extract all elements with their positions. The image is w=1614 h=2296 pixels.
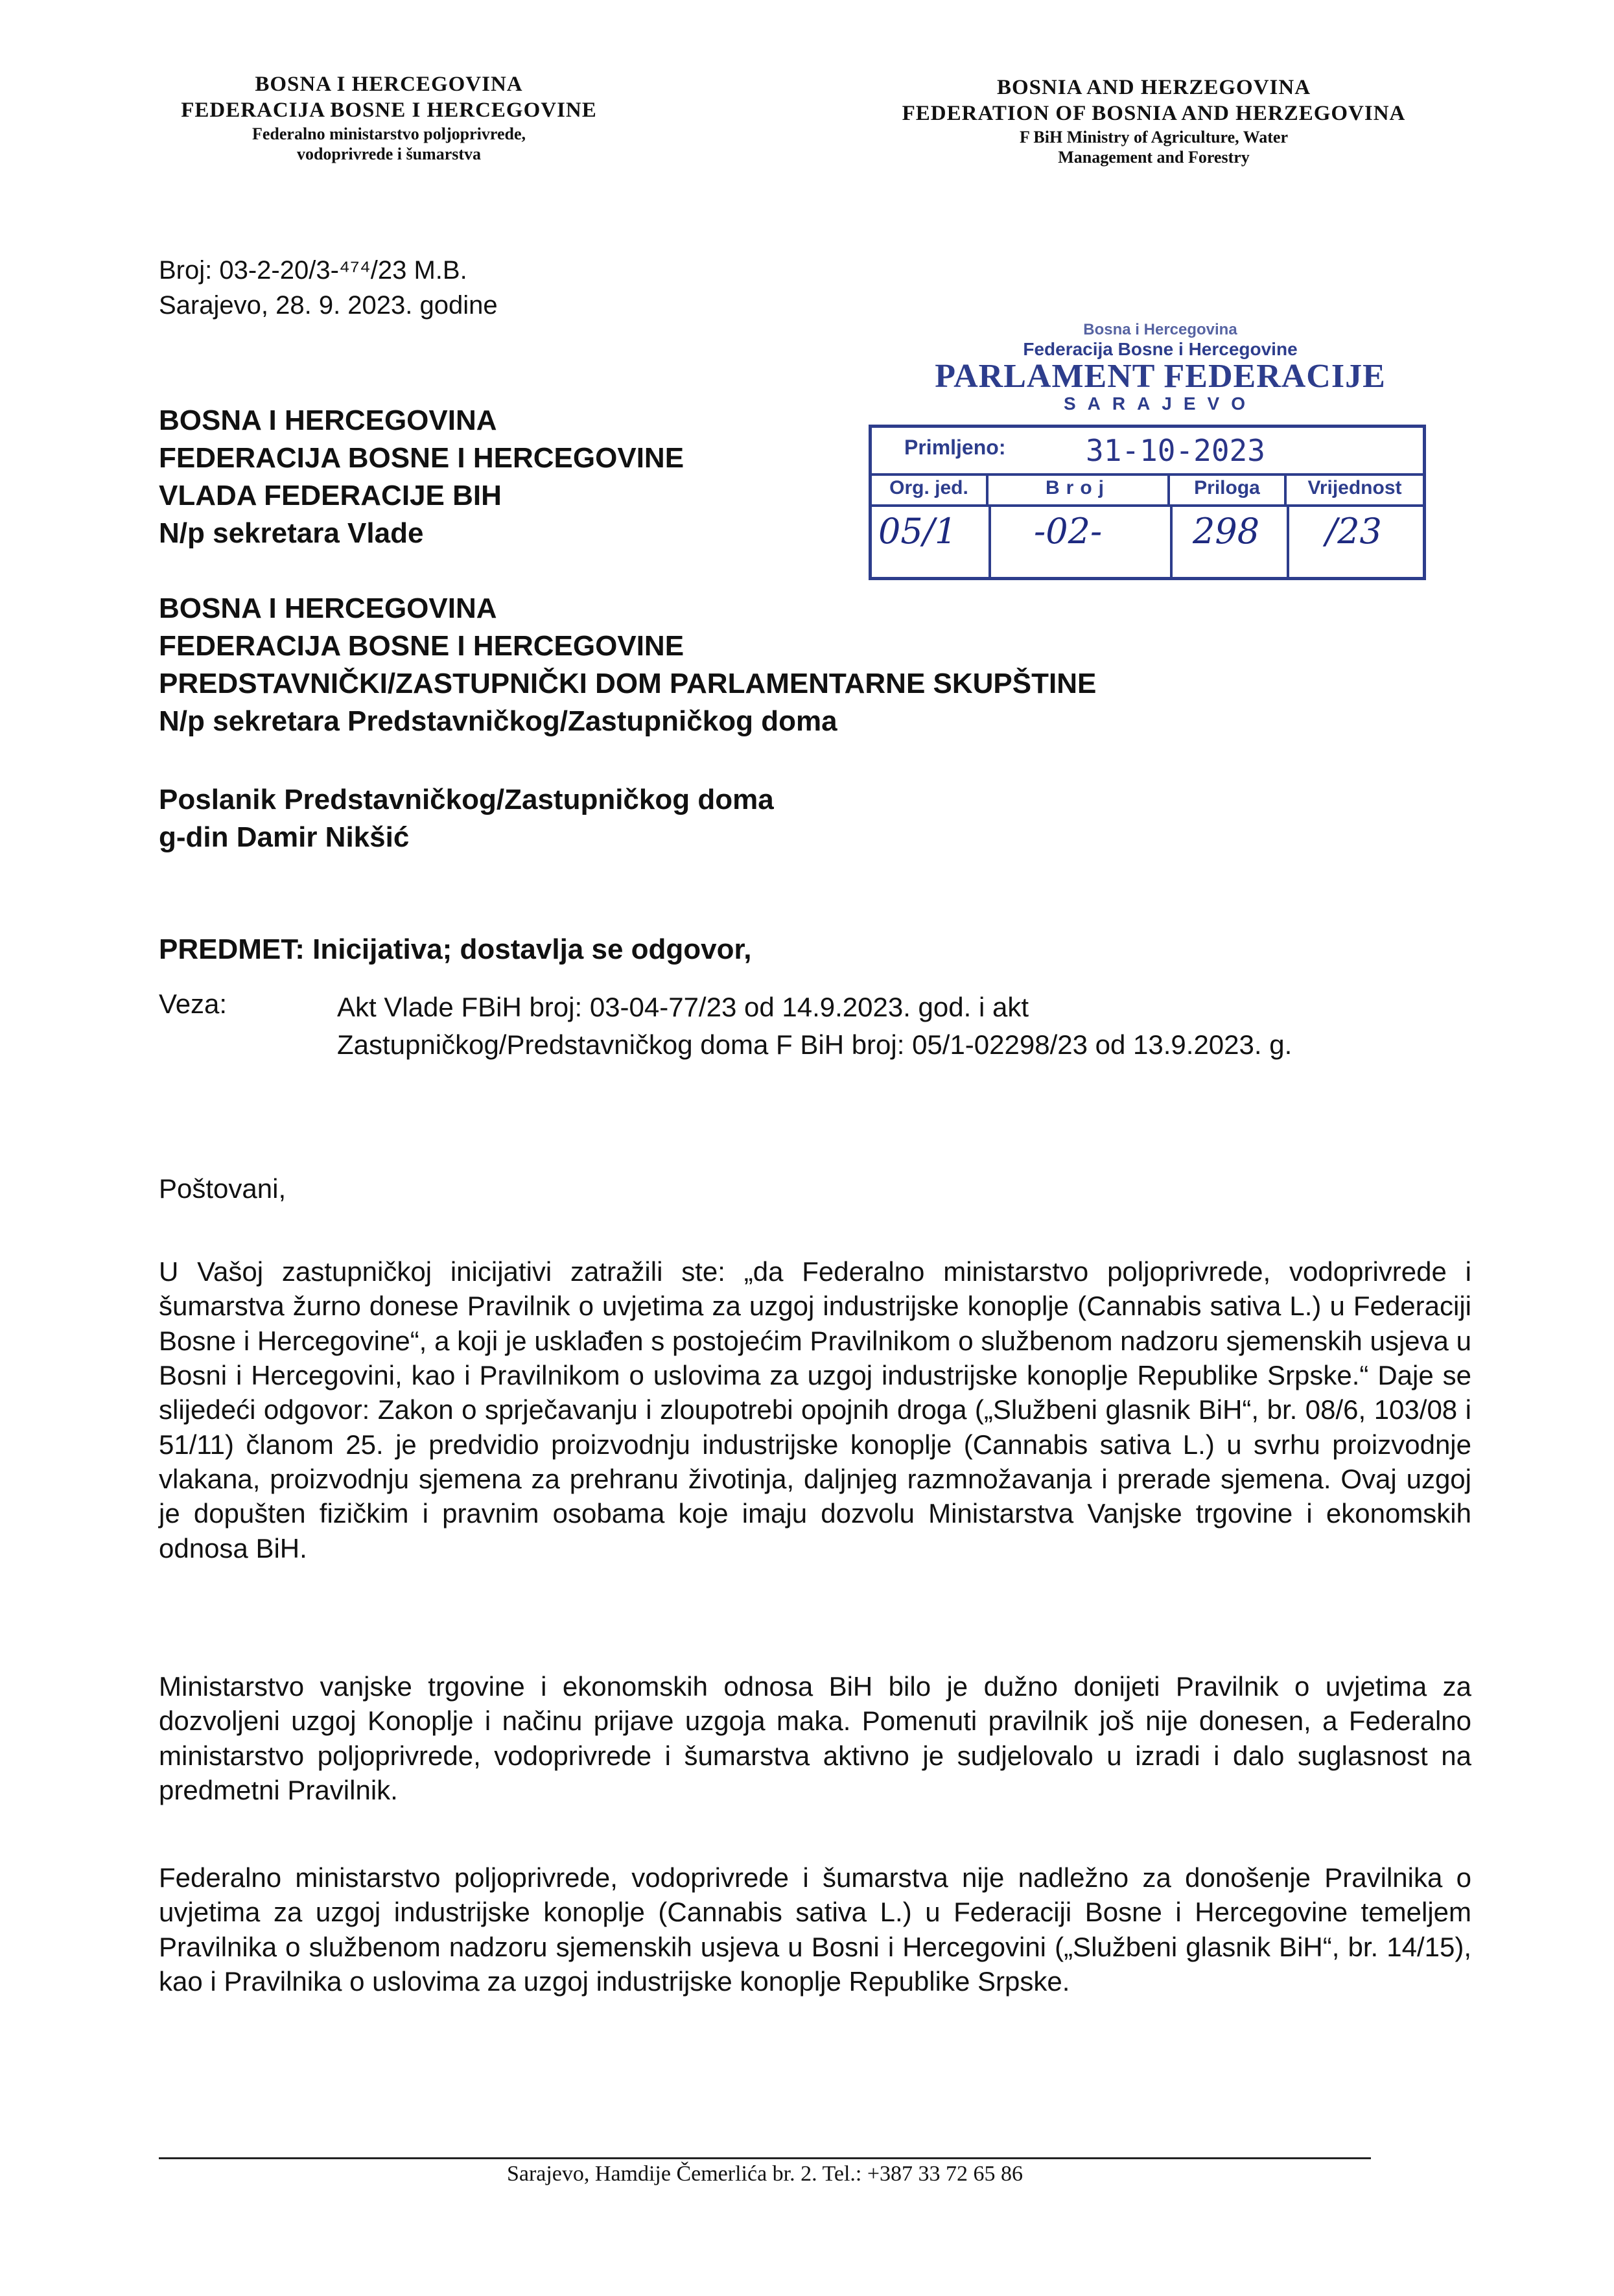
letterhead-right-line2: FEDERATION OF BOSNIA AND HERZEGOVINA: [902, 102, 1406, 126]
letterhead-left-line2: FEDERACIJA BOSNE I HERCEGOVINE: [181, 99, 597, 123]
stamp-line1: Bosna i Hercegovina: [1083, 321, 1237, 338]
addressee-mp: [159, 781, 774, 856]
stamp-col-vrijednost: Vrijednost: [1307, 477, 1402, 498]
stamp-handwritten-broj: -02-: [1034, 511, 1103, 552]
stamp-received-label: Primljeno:: [904, 436, 1006, 459]
stamp-divider-3: [1287, 504, 1289, 577]
parliament-stamp-header: [888, 321, 1433, 414]
footer-divider: [159, 2157, 1371, 2159]
stamp-divider-2: [1170, 504, 1173, 577]
stamp-line2: Federacija Bosne i Hercegovine: [1023, 339, 1298, 359]
veza-text: [337, 989, 1292, 1063]
letterhead-right-line1: BOSNIA AND HERZEGOVINA: [996, 76, 1311, 99]
letterhead-left: [130, 71, 648, 165]
subject-line: PREDMET: Inicijativa; dostavlja se odgovor,: [159, 933, 752, 965]
stamp-handwritten-priloga: 298: [1193, 511, 1260, 552]
stamp-col-broj: Broj: [988, 473, 1170, 504]
greeting: Poštovani,: [159, 1173, 287, 1204]
received-stamp: [869, 425, 1426, 580]
addressee-government-line3: VLADA FEDERACIJE BIH: [159, 480, 502, 512]
addressee-house-line1: BOSNA I HERCEGOVINA: [159, 592, 497, 624]
addressee-government: [159, 402, 684, 552]
veza-line2: Zastupničkog/Predstavničkog doma F BiH broj: 05/1-02298/23 od 13.9.2023. g.: [337, 1029, 1292, 1060]
addressee-house-line4: N/p sekretara Predstavničkog/Zastupničkog doma: [159, 705, 837, 738]
veza-label: Veza:: [159, 989, 228, 1019]
addressee-government-line1: BOSNA I HERCEGOVINA: [159, 404, 497, 436]
reference-date: Sarajevo, 28. 9. 2023. godine: [159, 291, 498, 320]
addressee-house: [159, 590, 1096, 740]
body-paragraph: U Vašoj zastupničkoj inicijativi zatražili ste: „da Federalno ministarstvo poljoprivrede, vodoprivrede i šumarstva žurno donese Pravilnik o uvjetima za uzgoj industrijske konoplje (Cannabis sativa L.) u Federaciji Bosne i Hercegovine“, a koji je usklađen s postojećim Pravilnikom o službenom nadzoru sjemenskih usjeva u Bosni i Hercegovini, kao i Pravilnikom o uslovima za uzgoj industrijske konoplje Republike Srpske.“ Daje se slijedeći odgovor: Zakon o sprječavanju i zloupotrebi opojnih droga („Službeni glasnik BiH“, br. 08/6, 103/08 i 51/11) članom 25. je predvidio proizvodnju industrijske konoplje (Cannabis sativa L.) u svrhu proizvodnje vlakana, proizvodnju sjemena za prehranu životinja, daljnjeg razmnožavanja i prerade sjemena. Ovaj uzgoj je dopušten fizičkim i pravnim osobama koje imaju dozvolu Ministarstva Vanjske trgovine i ekonomskih odnosa BiH.: [159, 1256, 1471, 1564]
stamp-line3: PARLAMENT FEDERACIJE: [935, 358, 1386, 395]
body-paragraph: Federalno ministarstvo poljoprivrede, vodoprivrede i šumarstva nije nadležno za donošenje Pravilnika o uvjetima za uzgoj industrijske konoplje (Cannabis sativa L.) u Federaciji Bosne i Hercegovine temeljem Pravilnika o službenom nadzoru sjemenskih usjeva u Bosni i Hercegovini („Službeni glasnik BiH“, br. 14/15), kao i Pravilnika o uslovima za uzgoj industrijske konoplje Republike Srpske.: [159, 1862, 1471, 1997]
stamp-columns-row: [872, 473, 1423, 507]
addressee-mp-line1: Poslanik Predstavničkog/Zastupničkog doma: [159, 784, 774, 815]
addressee-mp-line2: g-din Damir Nikšić: [159, 821, 410, 854]
addressee-house-line3: PREDSTAVNIČKI/ZASTUPNIČKI DOM PARLAMENTARNE SKUPŠTINE: [159, 668, 1097, 700]
reference-block: [159, 253, 498, 323]
letterhead-left-line1: BOSNA I HERCEGOVINA: [255, 73, 523, 96]
letterhead-right-line3: F BiH Ministry of Agriculture, Water: [1019, 127, 1289, 146]
stamp-handwritten-org: 05/1: [878, 511, 957, 552]
addressee-government-line4: N/p sekretara Vlade: [159, 517, 424, 550]
stamp-col-org: Org. jed.: [872, 473, 988, 504]
veza-line1: Akt Vlade FBiH broj: 03-04-77/23 od 14.9.2023. god. i akt: [337, 992, 1029, 1022]
addressee-government-line2: FEDERACIJA BOSNE I HERCEGOVINE: [159, 442, 684, 474]
letterhead-left-line3: Federalno ministarstvo poljoprivrede,: [252, 124, 526, 143]
stamp-received-date: 31-10-2023: [1086, 433, 1265, 468]
letterhead-left-line4: vodoprivrede i šumarstva: [296, 145, 482, 164]
reference-number: Broj: 03-2-20/3-⁴⁷⁴/23 M.B.: [159, 256, 467, 285]
body-paragraph: Ministarstvo vanjske trgovine i ekonomskih odnosa BiH bilo je dužno donijeti Pravilnik o uvjetima za dozvoljeni uzgoj Konoplje i načinu prijave uzgoja maka. Pomenuti pravilnik još nije donesen, a Federalno ministarstvo poljoprivrede, vodoprivrede i šumarstva aktivno je sudjelovalo u izradi i dalo suglasnost na predmetni Pravilnik.: [159, 1671, 1471, 1805]
stamp-divider-1: [988, 504, 991, 577]
stamp-line4: SARAJEVO: [1063, 393, 1257, 414]
stamp-col-priloga: Priloga: [1170, 473, 1287, 504]
letterhead-right-line4: Management and Forestry: [1058, 148, 1250, 167]
addressee-house-line2: FEDERACIJA BOSNE I HERCEGOVINE: [159, 630, 684, 662]
footer-address: Sarajevo, Hamdije Čemerlića br. 2. Tel.: +387 33 72 65 86: [506, 2162, 1023, 2186]
stamp-received-row: [872, 428, 1423, 476]
stamp-handwritten-vrijednost: /23: [1326, 511, 1382, 552]
letterhead-right: [862, 75, 1445, 168]
